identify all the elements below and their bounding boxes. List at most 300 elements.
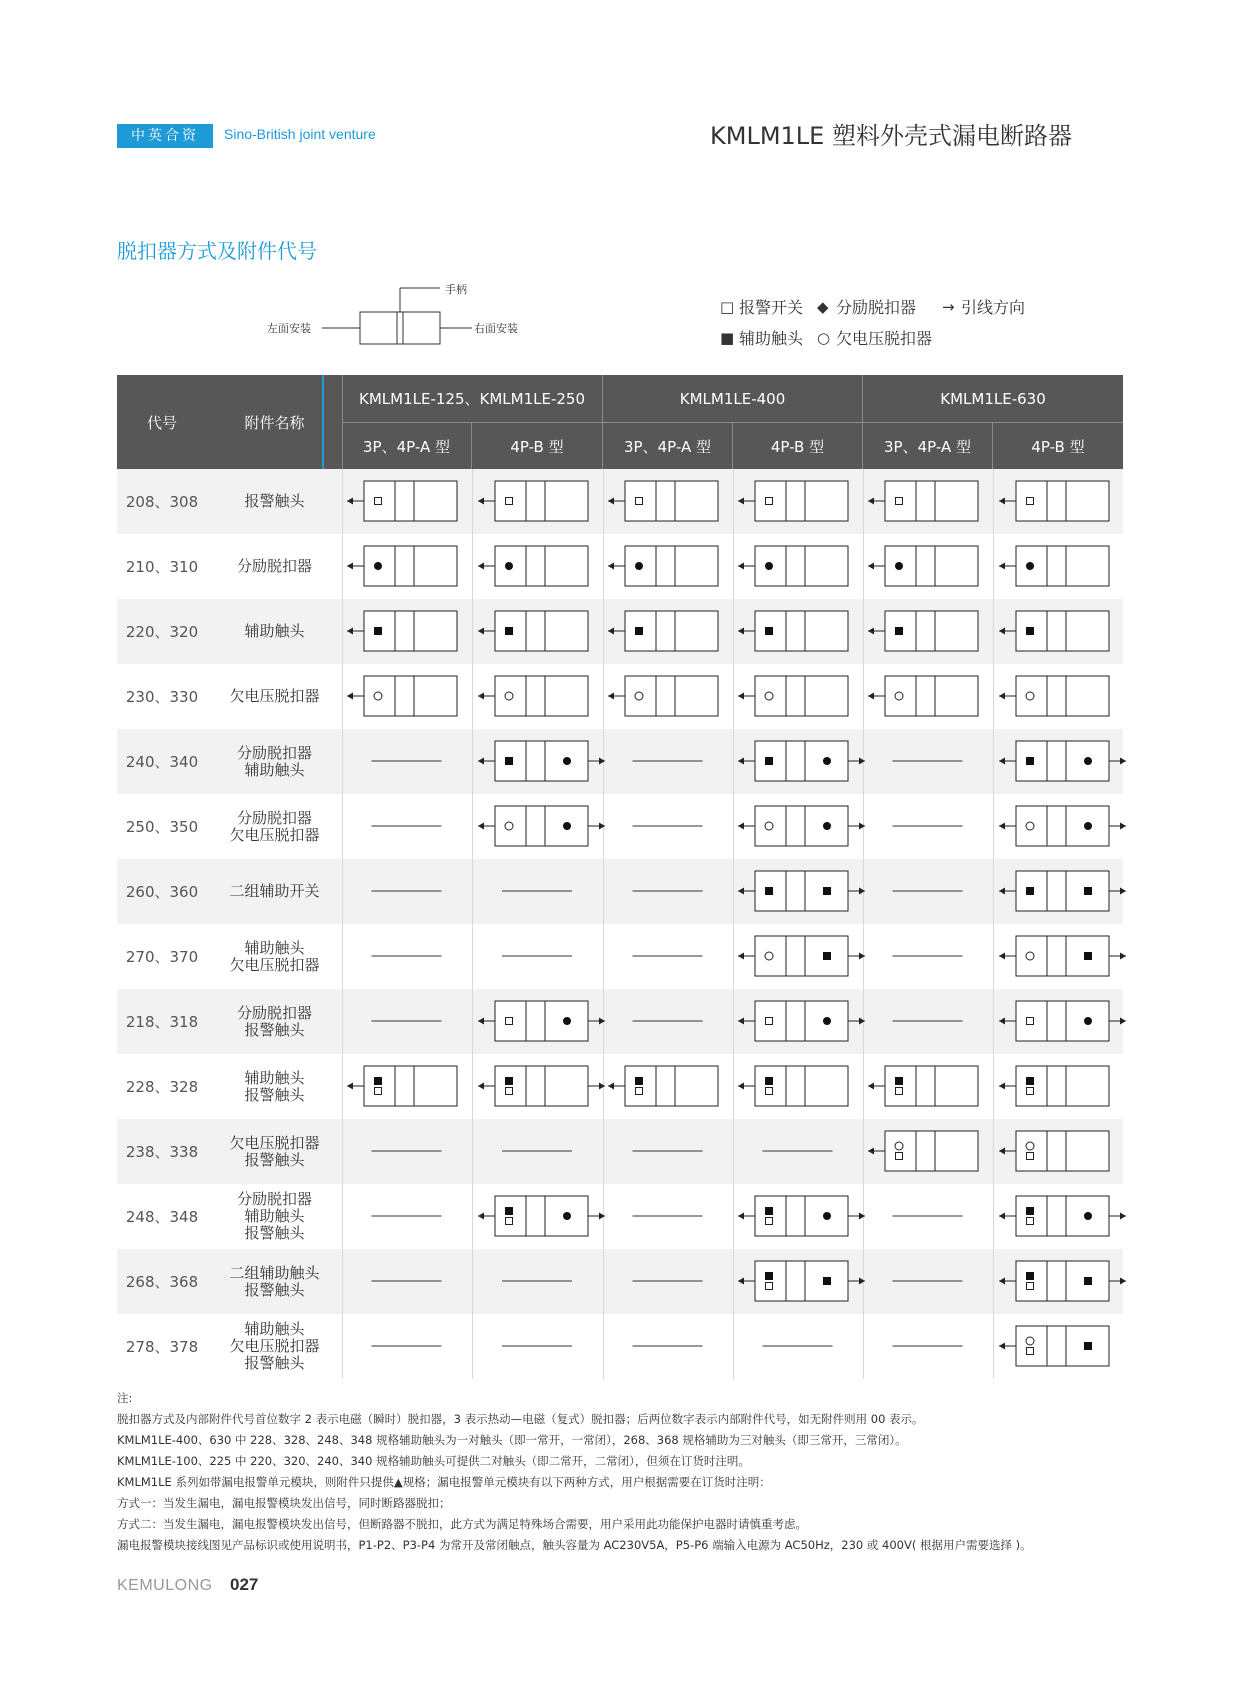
accessory-name bbox=[207, 794, 342, 859]
legend-lead-direction: → 引线方向 bbox=[942, 297, 1026, 317]
accessory-symbol bbox=[472, 989, 602, 1054]
accessory-name bbox=[207, 469, 342, 534]
header-subtype: 3P、4P-A 型 bbox=[342, 423, 471, 469]
shunt-release-icon bbox=[563, 1212, 571, 1220]
accessory-symbol bbox=[472, 1249, 602, 1314]
accessory-name-line: 欠电压脱扣器 bbox=[229, 687, 320, 705]
brand-english: Sino-British joint venture bbox=[224, 126, 376, 142]
accessory-symbol bbox=[993, 924, 1123, 989]
accessory-symbol bbox=[863, 469, 992, 534]
page-number: 027 bbox=[230, 1575, 259, 1594]
table-row bbox=[117, 1314, 1123, 1379]
section-title: 脱扣器方式及附件代号 bbox=[117, 239, 317, 263]
accessory-symbol bbox=[472, 794, 602, 859]
lead-direction-arrow-icon bbox=[478, 1083, 484, 1090]
lead-direction-arrow-icon bbox=[1120, 888, 1126, 895]
header-accent-line bbox=[322, 375, 324, 469]
accessory-name-line: 欠电压脱扣器 bbox=[229, 955, 320, 974]
alarm-contact-icon bbox=[636, 498, 643, 505]
accessory-symbol bbox=[863, 989, 992, 1054]
table-row bbox=[117, 859, 1123, 924]
accessory-name-line: 报警触头 bbox=[244, 1280, 305, 1299]
accessory-symbol bbox=[733, 469, 862, 534]
alarm-contact-icon bbox=[1027, 1153, 1034, 1160]
aux-contact-icon bbox=[1026, 757, 1034, 765]
accessory-symbol bbox=[993, 989, 1123, 1054]
aux-contact-icon bbox=[1026, 1207, 1034, 1215]
shunt-release-icon bbox=[1026, 562, 1034, 570]
accessory-symbol bbox=[993, 794, 1123, 859]
hollow-circle-icon: ○ bbox=[817, 328, 831, 347]
alarm-contact-icon bbox=[766, 1218, 773, 1225]
accessory-symbol bbox=[342, 469, 471, 534]
accessory-name-line: 分励脱扣器 bbox=[236, 1003, 312, 1022]
brand-badge: 中英合资 bbox=[117, 124, 213, 148]
accessory-symbol bbox=[993, 1314, 1123, 1379]
shunt-release-icon bbox=[1084, 1017, 1092, 1025]
accessory-name bbox=[207, 599, 342, 664]
alarm-contact-icon bbox=[1027, 1088, 1034, 1095]
accessory-name bbox=[207, 664, 342, 729]
aux-contact-icon bbox=[895, 1077, 903, 1085]
accessory-symbol bbox=[733, 1184, 862, 1249]
accessory-symbol bbox=[603, 1054, 732, 1119]
header-accessory-name: 附件名称 bbox=[207, 375, 342, 469]
lead-direction-arrow-icon bbox=[999, 1213, 1005, 1220]
breaker-body bbox=[360, 312, 440, 344]
aux-contact-icon bbox=[505, 627, 513, 635]
shunt-release-icon bbox=[635, 562, 643, 570]
shunt-release-icon bbox=[563, 757, 571, 765]
breaker-outline bbox=[364, 1066, 457, 1106]
accessory-name-line: 辅助触头 bbox=[244, 760, 305, 779]
note-line: 注: bbox=[117, 1391, 133, 1405]
alarm-contact-icon bbox=[896, 1088, 903, 1095]
accessory-symbol bbox=[603, 1249, 732, 1314]
header-model-630: KMLM1LE-630 bbox=[863, 375, 1123, 422]
lead-direction-arrow-icon bbox=[738, 628, 744, 635]
table-row bbox=[117, 664, 1123, 729]
breaker-outline bbox=[625, 1066, 718, 1106]
handle-label: 手柄 bbox=[445, 283, 467, 296]
breaker-outline bbox=[755, 1196, 848, 1236]
accessory-name-line: 欠电压脱扣器 bbox=[229, 1133, 320, 1152]
aux-contact-icon bbox=[765, 887, 773, 895]
lead-direction-arrow-icon bbox=[999, 888, 1005, 895]
accessory-symbol bbox=[603, 794, 732, 859]
accessory-symbol bbox=[863, 664, 992, 729]
accessory-symbol bbox=[733, 1314, 862, 1379]
lead-direction-arrow-icon bbox=[868, 628, 874, 635]
aux-contact-icon bbox=[635, 1077, 643, 1085]
accessory-name-line: 报警触头 bbox=[244, 1150, 305, 1169]
alarm-contact-icon bbox=[506, 1088, 513, 1095]
note-line: KMLM1LE-100、225 中 220、320、240、340 规格辅助触头可提供二对触头（即二常开，二常闭），但须在订货时注明。 bbox=[117, 1454, 750, 1468]
accessory-name-line: 分励脱扣器 bbox=[236, 743, 312, 762]
accessory-code: 228、328 bbox=[125, 1078, 199, 1096]
lead-direction-arrow-icon bbox=[1120, 1213, 1126, 1220]
lead-direction-arrow-icon bbox=[478, 563, 484, 570]
breaker-outline bbox=[755, 1261, 848, 1301]
lead-direction-arrow-icon bbox=[478, 693, 484, 700]
accessory-symbol bbox=[993, 664, 1123, 729]
accessory-name-line: 报警触头 bbox=[244, 1224, 305, 1242]
accessory-symbol bbox=[472, 859, 602, 924]
table-row bbox=[117, 469, 1123, 534]
footer-brand: KEMULONG bbox=[117, 1577, 213, 1594]
aux-contact-icon bbox=[1026, 887, 1034, 895]
accessory-symbol bbox=[733, 1054, 862, 1119]
aux-contact-icon bbox=[895, 627, 903, 635]
accessory-symbol bbox=[472, 729, 602, 794]
table-row bbox=[117, 599, 1123, 664]
accessory-code: 270、370 bbox=[125, 948, 199, 966]
shunt-release-icon bbox=[823, 822, 831, 830]
legend-alarm-switch: □ 报警开关 bbox=[720, 297, 804, 317]
lead-direction-arrow-icon bbox=[478, 628, 484, 635]
undervoltage-release-icon bbox=[895, 1142, 903, 1150]
shunt-release-icon bbox=[1084, 1212, 1092, 1220]
accessory-symbol bbox=[993, 469, 1123, 534]
note-line: 方式一：当发生漏电，漏电报警模块发出信号，同时断路器脱扣； bbox=[117, 1496, 451, 1510]
accessory-symbol bbox=[472, 599, 602, 664]
accessory-name-line: 欠电压脱扣器 bbox=[229, 825, 320, 844]
lead-direction-arrow-icon bbox=[868, 1083, 874, 1090]
accessory-symbol bbox=[863, 534, 992, 599]
aux-contact-icon bbox=[823, 1277, 831, 1285]
accessory-code: 218、318 bbox=[125, 1013, 199, 1031]
accessory-symbol bbox=[733, 794, 862, 859]
lead-direction-arrow-icon bbox=[478, 498, 484, 505]
aux-contact-icon bbox=[1026, 627, 1034, 635]
accessory-name-line: 分励脱扣器 bbox=[236, 808, 312, 827]
accessory-name-line: 分励脱扣器 bbox=[236, 1190, 312, 1208]
legend-aux-contact: ■ 辅助触头 bbox=[720, 328, 804, 348]
table-row bbox=[117, 794, 1123, 859]
lead-direction-arrow-icon bbox=[999, 1083, 1005, 1090]
lead-direction-arrow-icon bbox=[999, 1148, 1005, 1155]
note-line: 脱扣器方式及内部附件代号首位数字 2 表示电磁（瞬时）脱扣器，3 表示热动—电磁（复式）脱扣器；后两位数字表示内部附件代号，如无附件则用 00 表示。 bbox=[117, 1412, 924, 1426]
header-model-125-250: KMLM1LE-125、KMLM1LE-250 bbox=[342, 375, 602, 422]
accessory-name-line: 辅助触头 bbox=[244, 1320, 305, 1338]
accessory-name bbox=[207, 859, 342, 924]
alarm-contact-icon bbox=[636, 1088, 643, 1095]
aux-contact-icon bbox=[374, 627, 382, 635]
lead-direction-arrow-icon bbox=[999, 953, 1005, 960]
lead-direction-arrow-icon bbox=[999, 498, 1005, 505]
accessory-name-line: 报警触头 bbox=[244, 1085, 305, 1104]
shunt-release-icon bbox=[374, 562, 382, 570]
alarm-contact-icon bbox=[1027, 1018, 1034, 1025]
accessory-name bbox=[207, 1054, 342, 1119]
filled-square-icon: ■ bbox=[720, 328, 735, 347]
note-line: KMLM1LE 系列如带漏电报警单元模块，则附件只提供▲规格；漏电报警单元模块有以下两种方式，用户根据需要在订货时注明： bbox=[117, 1475, 771, 1489]
accessory-symbol bbox=[863, 729, 992, 794]
alarm-contact-icon bbox=[506, 498, 513, 505]
accessory-code: 268、368 bbox=[125, 1273, 199, 1291]
shunt-release-icon bbox=[823, 1212, 831, 1220]
lead-direction-arrow-icon bbox=[738, 888, 744, 895]
aux-contact-icon bbox=[374, 1077, 382, 1085]
shunt-release-icon bbox=[563, 822, 571, 830]
undervoltage-release-icon bbox=[1026, 692, 1034, 700]
table-row bbox=[117, 924, 1123, 989]
legend-shunt-release: ◆ 分励脱扣器 bbox=[817, 297, 917, 317]
aux-contact-icon bbox=[1026, 1272, 1034, 1280]
breaker-outline bbox=[1016, 1326, 1109, 1366]
alarm-contact-icon bbox=[375, 498, 382, 505]
lead-direction-arrow-icon bbox=[868, 693, 874, 700]
accessory-symbol bbox=[993, 599, 1123, 664]
accessory-symbol bbox=[993, 1119, 1123, 1184]
alarm-contact-icon bbox=[896, 498, 903, 505]
breaker-outline bbox=[885, 1066, 978, 1106]
lead-direction-arrow-icon bbox=[347, 563, 353, 570]
accessory-symbol bbox=[863, 1119, 992, 1184]
lead-direction-arrow-icon bbox=[738, 1278, 744, 1285]
note-line: KMLM1LE-400、630 中 228、328、248、348 规格辅助触头为一对触头（即一常开，一常闭），268、368 规格辅助为三对触头（即三常开，三常闭）。 bbox=[117, 1433, 907, 1447]
header-code: 代号 bbox=[117, 375, 207, 469]
accessory-code: 208、308 bbox=[125, 493, 199, 511]
lead-direction-arrow-icon bbox=[738, 1213, 744, 1220]
accessory-symbol bbox=[603, 1314, 732, 1379]
accessory-name-line: 辅助触头 bbox=[244, 1207, 305, 1225]
accessory-symbol bbox=[342, 729, 471, 794]
lead-direction-arrow-icon bbox=[478, 1018, 484, 1025]
accessory-symbol bbox=[342, 989, 471, 1054]
accessory-code: 248、348 bbox=[125, 1208, 199, 1226]
lead-direction-arrow-icon bbox=[347, 628, 353, 635]
note-line: 方式二：当发生漏电，漏电报警模块发出信号，但断路器不脱扣，此方式为满足特殊场合需要，用户采用此功能保护电器时请慎重考虑。 bbox=[117, 1517, 807, 1531]
symbol-legend bbox=[720, 291, 1050, 353]
accessory-symbol bbox=[603, 859, 732, 924]
aux-contact-icon bbox=[765, 757, 773, 765]
accessory-symbol bbox=[472, 1054, 602, 1119]
aux-contact-icon bbox=[505, 1207, 513, 1215]
accessory-symbol bbox=[472, 924, 602, 989]
undervoltage-release-icon bbox=[895, 692, 903, 700]
lead-direction-arrow-icon bbox=[999, 628, 1005, 635]
aux-contact-icon bbox=[765, 1272, 773, 1280]
lead-direction-arrow-icon bbox=[478, 823, 484, 830]
alarm-contact-icon bbox=[896, 1153, 903, 1160]
accessory-symbol bbox=[342, 1119, 471, 1184]
accessory-symbol bbox=[733, 599, 862, 664]
accessory-symbol bbox=[863, 1054, 992, 1119]
accessory-symbol bbox=[342, 599, 471, 664]
table-row bbox=[117, 534, 1123, 599]
accessory-symbol bbox=[863, 794, 992, 859]
lead-direction-arrow-icon bbox=[999, 758, 1005, 765]
accessory-symbol bbox=[342, 1314, 471, 1379]
accessory-symbol bbox=[863, 599, 992, 664]
accessory-symbol bbox=[472, 469, 602, 534]
accessory-symbol bbox=[863, 1249, 992, 1314]
accessory-name bbox=[207, 989, 342, 1054]
accessory-code: 220、320 bbox=[125, 623, 199, 641]
lead-direction-arrow-icon bbox=[478, 758, 484, 765]
accessory-symbol bbox=[342, 1054, 471, 1119]
lead-direction-arrow-icon bbox=[608, 498, 614, 505]
accessory-name-line: 辅助触头 bbox=[244, 1068, 305, 1087]
header-subtype: 4P-B 型 bbox=[733, 423, 862, 469]
lead-direction-arrow-icon bbox=[1120, 758, 1126, 765]
legend-undervoltage-release: ○ 欠电压脱扣器 bbox=[817, 328, 933, 348]
lead-direction-arrow-icon bbox=[999, 823, 1005, 830]
lead-direction-arrow-icon bbox=[738, 563, 744, 570]
lead-direction-arrow-icon bbox=[738, 693, 744, 700]
accessory-symbol bbox=[733, 664, 862, 729]
lead-direction-arrow-icon bbox=[347, 1083, 353, 1090]
accessory-name bbox=[207, 1119, 342, 1184]
accessory-symbol bbox=[342, 924, 471, 989]
undervoltage-release-icon bbox=[505, 822, 513, 830]
accessory-symbol bbox=[993, 1184, 1123, 1249]
accessory-symbol bbox=[342, 794, 471, 859]
alarm-contact-icon bbox=[1027, 1348, 1034, 1355]
document-title: KMLM1LE 塑料外壳式漏电断路器 bbox=[710, 122, 1072, 150]
breaker-outline bbox=[1016, 1261, 1109, 1301]
aux-contact-icon bbox=[635, 627, 643, 635]
alarm-contact-icon bbox=[766, 498, 773, 505]
alarm-contact-icon bbox=[506, 1218, 513, 1225]
accessory-symbol bbox=[472, 1314, 602, 1379]
aux-contact-icon bbox=[1084, 952, 1092, 960]
shunt-release-icon bbox=[505, 562, 513, 570]
aux-contact-icon bbox=[1026, 1077, 1034, 1085]
accessory-name bbox=[207, 1249, 342, 1314]
header-subtype: 3P、4P-A 型 bbox=[603, 423, 732, 469]
accessory-symbol bbox=[603, 989, 732, 1054]
shunt-release-icon bbox=[1084, 822, 1092, 830]
lead-direction-arrow-icon bbox=[1120, 1018, 1126, 1025]
accessory-symbol bbox=[342, 664, 471, 729]
accessory-symbol bbox=[993, 859, 1123, 924]
accessory-symbol bbox=[603, 1119, 732, 1184]
accessory-symbol bbox=[863, 1184, 992, 1249]
lead-direction-arrow-icon bbox=[608, 1083, 614, 1090]
alarm-contact-icon bbox=[1027, 498, 1034, 505]
lead-direction-arrow-icon bbox=[347, 693, 353, 700]
accessory-name-line: 欠电压脱扣器 bbox=[229, 1337, 320, 1355]
accessory-symbol bbox=[603, 599, 732, 664]
lead-direction-arrow-icon bbox=[1120, 953, 1126, 960]
accessory-code: 250、350 bbox=[125, 818, 199, 836]
shunt-release-icon bbox=[563, 1017, 571, 1025]
note-line: 漏电报警模块接线图见产品标识或使用说明书，P1-P2、P3-P4 为常开及常闭触点，触头容量为 AC230V5A，P5-P6 端输入电源为 AC50Hz，230 或 400V( 根据用户需要选择 )。 bbox=[117, 1538, 1032, 1552]
accessory-name-line: 二组辅助触头 bbox=[229, 1263, 320, 1282]
accessory-symbol bbox=[863, 1314, 992, 1379]
undervoltage-release-icon bbox=[1026, 822, 1034, 830]
table-row bbox=[117, 1054, 1123, 1119]
alarm-contact-icon bbox=[766, 1283, 773, 1290]
lead-direction-arrow-icon bbox=[868, 563, 874, 570]
lead-direction-arrow-icon bbox=[738, 953, 744, 960]
accessory-symbol bbox=[993, 534, 1123, 599]
aux-contact-icon bbox=[505, 1077, 513, 1085]
undervoltage-release-icon bbox=[374, 692, 382, 700]
accessory-code: 260、360 bbox=[125, 883, 199, 901]
lead-direction-arrow-icon bbox=[1120, 1278, 1126, 1285]
breaker-outline bbox=[1016, 1196, 1109, 1236]
aux-contact-icon bbox=[1084, 887, 1092, 895]
lead-direction-arrow-icon bbox=[347, 498, 353, 505]
aux-contact-icon bbox=[1084, 1277, 1092, 1285]
accessory-symbol bbox=[472, 1184, 602, 1249]
shunt-release-icon bbox=[895, 562, 903, 570]
lead-direction-arrow-icon bbox=[738, 1018, 744, 1025]
accessory-symbol bbox=[733, 534, 862, 599]
aux-contact-icon bbox=[765, 627, 773, 635]
accessory-symbol bbox=[472, 534, 602, 599]
notes-block bbox=[117, 1388, 1127, 1556]
lead-direction-arrow-icon bbox=[999, 1343, 1005, 1350]
accessory-code: 210、310 bbox=[125, 558, 199, 576]
header-subtype: 3P、4P-A 型 bbox=[863, 423, 992, 469]
lead-direction-arrow-icon bbox=[478, 1213, 484, 1220]
filled-diamond-icon: ◆ bbox=[817, 297, 829, 316]
accessory-name bbox=[207, 924, 342, 989]
accessory-symbol bbox=[472, 664, 602, 729]
undervoltage-release-icon bbox=[765, 822, 773, 830]
accessory-symbol bbox=[733, 729, 862, 794]
right-install-label: 右面安装 bbox=[474, 322, 518, 335]
accessory-symbol bbox=[603, 1184, 732, 1249]
breaker-outline bbox=[755, 1066, 848, 1106]
accessory-symbol bbox=[863, 924, 992, 989]
table-row bbox=[117, 729, 1123, 794]
aux-contact-icon bbox=[823, 887, 831, 895]
aux-contact-icon bbox=[765, 1077, 773, 1085]
breaker-outline bbox=[495, 1066, 588, 1106]
lead-direction-arrow-icon bbox=[608, 693, 614, 700]
lead-direction-arrow-icon bbox=[608, 563, 614, 570]
shunt-release-icon bbox=[765, 562, 773, 570]
accessory-symbol bbox=[603, 729, 732, 794]
aux-contact-icon bbox=[823, 952, 831, 960]
accessory-name bbox=[207, 534, 342, 599]
header-model-400: KMLM1LE-400 bbox=[603, 375, 862, 422]
accessory-symbol bbox=[603, 924, 732, 989]
accessory-name-line: 辅助触头 bbox=[244, 622, 305, 640]
undervoltage-release-icon bbox=[1026, 1337, 1034, 1345]
accessory-symbol bbox=[863, 859, 992, 924]
accessory-symbol bbox=[733, 1119, 862, 1184]
accessory-symbol bbox=[603, 664, 732, 729]
aux-contact-icon bbox=[505, 757, 513, 765]
accessory-symbol bbox=[603, 534, 732, 599]
lead-direction-arrow-icon bbox=[1120, 823, 1126, 830]
shunt-release-icon bbox=[823, 757, 831, 765]
lead-direction-arrow-icon bbox=[738, 498, 744, 505]
table-row bbox=[117, 1184, 1123, 1249]
alarm-contact-icon bbox=[766, 1018, 773, 1025]
table-row bbox=[117, 1249, 1123, 1314]
alarm-contact-icon bbox=[375, 1088, 382, 1095]
lead-direction-arrow-icon bbox=[738, 823, 744, 830]
breaker-outline bbox=[495, 1196, 588, 1236]
accessory-code: 240、340 bbox=[125, 753, 199, 771]
accessory-code: 230、330 bbox=[125, 688, 199, 706]
undervoltage-release-icon bbox=[1026, 1142, 1034, 1150]
arrow-right-icon: → bbox=[942, 297, 955, 316]
accessory-name-line: 报警触头 bbox=[244, 1354, 305, 1372]
lead-direction-arrow-icon bbox=[738, 1083, 744, 1090]
shunt-release-icon bbox=[1084, 757, 1092, 765]
accessory-name bbox=[207, 1184, 342, 1249]
lead-direction-arrow-icon bbox=[608, 628, 614, 635]
table-row bbox=[117, 1119, 1123, 1184]
